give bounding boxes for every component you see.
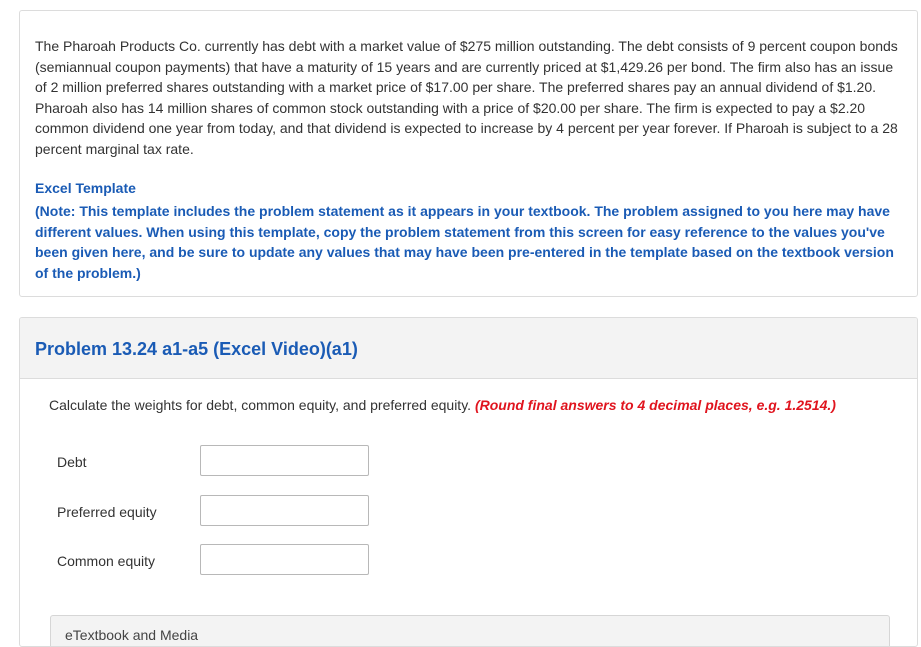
common-equity-label: Common equity <box>57 553 156 569</box>
preferred-equity-weight-input[interactable] <box>200 495 369 526</box>
preferred-equity-label: Preferred equity <box>57 504 157 520</box>
etextbook-media-label: eTextbook and Media <box>65 627 199 643</box>
common-equity-weight-input[interactable] <box>200 544 369 575</box>
rounding-note: (Round final answers to 4 decimal places, e.g. 1.2514.) <box>474 397 836 413</box>
problem-card <box>19 317 918 647</box>
problem-statement: The Pharoah Products Co. currently has debt with a market value of $275 million outstanding. The debt consists of 9 percent coupon bonds (semiannual coupon payments) that have a maturity of 15 years and are currently priced at $1,429.26 per bond. The firm also has an issue of 2 million preferred shares outstanding with a market price of $17.00 per share. The preferred shares pay an annual dividend of $1.20. Pharoah also has 14 million shares of common stock outstanding with a price of $20.00 per share. The firm is expected to pay a $2.20 common dividend one year from today, and that dividend is expected to increase by 4 percent per year forever. If Pharoah is subject to a 28 percent marginal tax rate. <box>35 38 898 157</box>
debt-label: Debt <box>57 454 87 470</box>
debt-weight-input[interactable] <box>200 445 369 476</box>
problem-statement-card <box>19 10 918 297</box>
excel-template-link[interactable]: Excel Template <box>35 180 136 196</box>
etextbook-media-bar[interactable] <box>50 615 890 647</box>
instruction <box>49 397 836 413</box>
template-note: (Note: This template includes the problem statement as it appears in your textbook. The problem assigned to you here may have different values. When using this template, copy the problem statement from this screen for easy reference to the values you've been given here, and be sure to update any values that may have been pre-entered in the template based on the textbook version of the problem.) <box>35 203 894 281</box>
problem-header <box>20 318 917 379</box>
problem-title: Problem 13.24 a1-a5 (Excel Video)(a1) <box>35 339 358 359</box>
instruction-text: Calculate the weights for debt, common equity, and preferred equity. <box>49 397 472 413</box>
